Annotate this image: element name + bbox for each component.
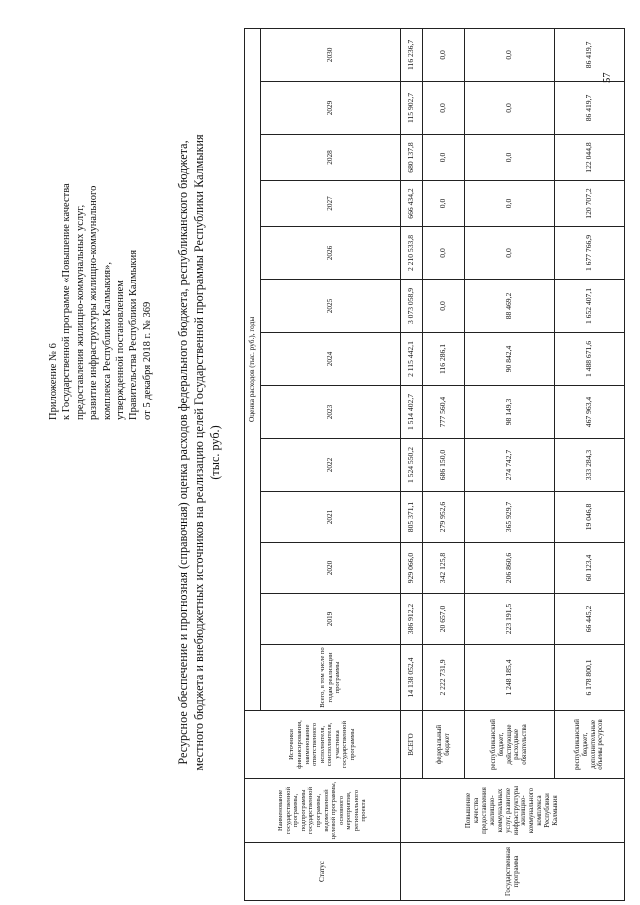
title-line-3: (тыс. руб.) bbox=[208, 425, 222, 480]
appendix-line: утвержденной постановлением bbox=[115, 280, 127, 420]
value-cell: 2 210 533,8 bbox=[401, 227, 423, 280]
value-cell: 1 488 671,6 bbox=[555, 333, 625, 386]
value-cell: 98 149,3 bbox=[465, 386, 555, 439]
header-year: 2026 bbox=[261, 227, 401, 280]
value-cell: 115 902,7 bbox=[401, 82, 423, 135]
page-number: 57 bbox=[602, 72, 613, 83]
value-cell: 680 137,8 bbox=[401, 135, 423, 181]
value-cell: 122 044,8 bbox=[555, 135, 625, 181]
value-cell: 223 191,5 bbox=[465, 594, 555, 645]
source-cell: федеральный бюджет bbox=[423, 711, 465, 779]
table-row-republican-additional bbox=[555, 28, 625, 900]
value-cell: 0,0 bbox=[423, 280, 465, 333]
header-expense-estimate: Оценка расходов (тыс. руб.), годы bbox=[245, 28, 261, 710]
header-year: 2020 bbox=[261, 543, 401, 594]
header-program-name: Наименование государственной программы, подпрограммы государственной программы, ведомственной целевой программы, основного мероприятия, регионального проекта bbox=[245, 779, 401, 843]
value-cell: 3 073 058,9 bbox=[401, 280, 423, 333]
value-cell: 90 842,4 bbox=[465, 333, 555, 386]
header-year: 2019 bbox=[261, 594, 401, 645]
value-cell: 0,0 bbox=[423, 181, 465, 227]
appendix-line: развитие инфраструктуры жилищно-коммунального bbox=[88, 185, 100, 420]
value-cell: 1 652 407,1 bbox=[555, 280, 625, 333]
value-cell: 116 286,1 bbox=[423, 333, 465, 386]
value-cell: 116 236,7 bbox=[401, 28, 423, 81]
appendix-line: предоставления жилищно-коммунальных услуг, bbox=[74, 204, 86, 420]
value-cell: 0,0 bbox=[465, 28, 555, 81]
header-year: 2022 bbox=[261, 439, 401, 492]
value-cell: 777 560,4 bbox=[423, 386, 465, 439]
value-cell: 60 123,4 bbox=[555, 543, 625, 594]
value-cell: 0,0 bbox=[465, 227, 555, 280]
value-cell: 20 657,0 bbox=[423, 594, 465, 645]
header-row-1 bbox=[245, 28, 261, 900]
value-cell: 206 860,6 bbox=[465, 543, 555, 594]
value-cell: 686 150,0 bbox=[423, 439, 465, 492]
total-cell: 1 248 185,4 bbox=[465, 645, 555, 711]
resource-table bbox=[244, 28, 625, 901]
source-cell: республиканский бюджет, дополнительные объемы ресурсов bbox=[555, 711, 625, 779]
value-cell: 0,0 bbox=[465, 82, 555, 135]
source-cell: ВСЕГО bbox=[401, 711, 423, 779]
value-cell: 2 115 442,1 bbox=[401, 333, 423, 386]
title-line-2: местного бюджета и внебюджетных источников на реализацию целей Государственной программы Республики Калмыкия bbox=[192, 134, 206, 771]
value-cell: 88 469,2 bbox=[465, 280, 555, 333]
value-cell: 386 912,2 bbox=[401, 594, 423, 645]
value-cell: 333 284,3 bbox=[555, 439, 625, 492]
program-name-cell: Повышение качества предоставления жилищно-коммунальных услуг, развитие инфраструктуры жилищно-коммунального комплекса Республики Калмыкия bbox=[401, 779, 625, 843]
header-year: 2030 bbox=[261, 28, 401, 81]
value-cell: 342 125,8 bbox=[423, 543, 465, 594]
value-cell: 279 952,6 bbox=[423, 492, 465, 543]
value-cell: 1 677 766,9 bbox=[555, 227, 625, 280]
value-cell: 929 066,0 bbox=[401, 543, 423, 594]
total-cell: 2 222 731,9 bbox=[423, 645, 465, 711]
value-cell: 0,0 bbox=[465, 181, 555, 227]
value-cell: 120 707,2 bbox=[555, 181, 625, 227]
header-funding-source: Источники финансирования, наименование ответственного исполнителя, соисполнителя, участника государственной программы bbox=[245, 711, 401, 779]
value-cell: 365 929,7 bbox=[465, 492, 555, 543]
table-row-republican-current bbox=[465, 28, 555, 900]
header-year: 2021 bbox=[261, 492, 401, 543]
header-year: 2029 bbox=[261, 82, 401, 135]
value-cell: 805 371,1 bbox=[401, 492, 423, 543]
title-line-1: Ресурсное обеспечение и прогнозная (справочная) оценка расходов федерального бюджета, республиканского бюджета, bbox=[176, 140, 190, 765]
header-year: 2025 bbox=[261, 280, 401, 333]
value-cell: 274 742,7 bbox=[465, 439, 555, 492]
appendix-line: от 5 декабря 2018 г. № 369 bbox=[141, 301, 153, 420]
header-year: 2027 bbox=[261, 181, 401, 227]
value-cell: 666 434,2 bbox=[401, 181, 423, 227]
source-cell: республиканский бюджет, действующие расходные обязательства bbox=[465, 711, 555, 779]
appendix-line: Приложение № 6 bbox=[48, 343, 59, 420]
document-title bbox=[175, 30, 223, 875]
value-cell: 86 419,7 bbox=[555, 28, 625, 81]
value-cell: 0,0 bbox=[423, 227, 465, 280]
value-cell: 86 419,7 bbox=[555, 82, 625, 135]
value-cell: 467 963,4 bbox=[555, 386, 625, 439]
status-cell: Государственная программа bbox=[401, 843, 625, 901]
value-cell: 0,0 bbox=[423, 135, 465, 181]
table-row-federal bbox=[423, 28, 465, 900]
value-cell: 0,0 bbox=[423, 82, 465, 135]
header-total: Всего, в том числе по годам реализации программы bbox=[261, 645, 401, 711]
appendix-block bbox=[47, 40, 154, 420]
header-year: 2024 bbox=[261, 333, 401, 386]
value-cell: 1 524 550,2 bbox=[401, 439, 423, 492]
total-cell: 14 138 052,4 bbox=[401, 645, 423, 711]
value-cell: 0,0 bbox=[465, 135, 555, 181]
table-row-total bbox=[401, 28, 423, 900]
value-cell: 1 514 402,7 bbox=[401, 386, 423, 439]
header-status: Статус bbox=[245, 843, 401, 901]
value-cell: 0,0 bbox=[423, 28, 465, 81]
value-cell: 19 046,8 bbox=[555, 492, 625, 543]
total-cell: 6 178 800,1 bbox=[555, 645, 625, 711]
header-year: 2028 bbox=[261, 135, 401, 181]
value-cell: 66 445,2 bbox=[555, 594, 625, 645]
appendix-line: Правительства Республики Калмыкия bbox=[128, 249, 140, 420]
appendix-line: комплекса Республики Калмыкия», bbox=[101, 262, 113, 420]
header-year: 2023 bbox=[261, 386, 401, 439]
appendix-line: к Государственной программе «Повышение качества bbox=[61, 183, 73, 420]
